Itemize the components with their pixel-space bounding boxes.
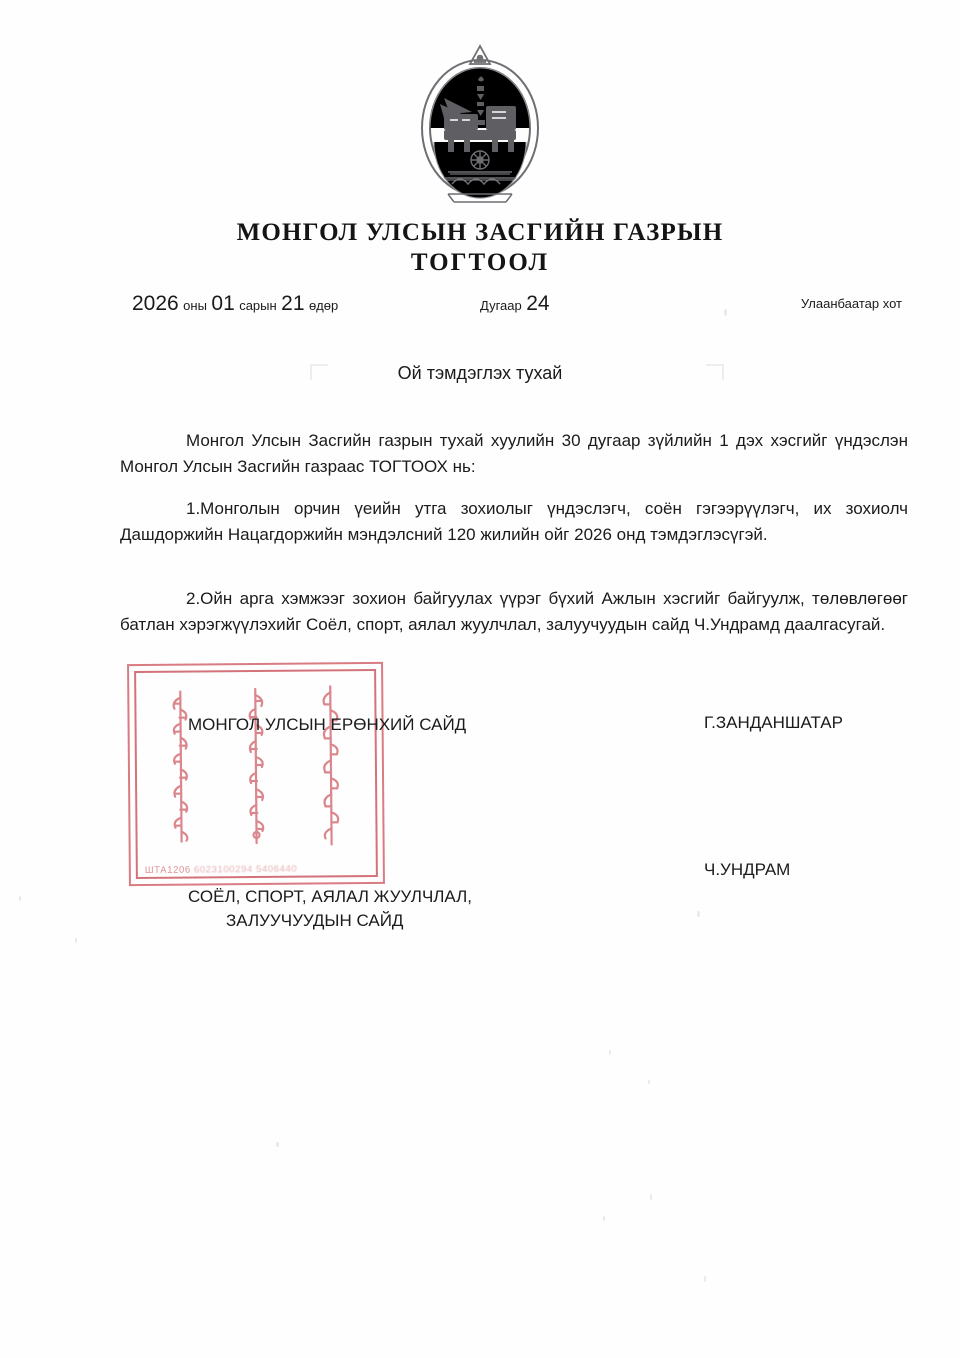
seal-mongolian-script [143, 682, 368, 852]
signature-title-minister-line1: СОЁЛ, СПОРТ, АЯЛАЛ ЖУУЛЧЛАЛ, [188, 886, 473, 906]
document-body [120, 428, 908, 678]
paragraph-item-2 [120, 586, 908, 639]
paragraph-item-1-text: 1.Монголын орчин үеийн утга зохиолыг үндэслэгч, соён гэгээрүүлэгч, их зохиолч Дашдоржийн Нацагдоржийн мэндэлсний 120 жилийн ойг 2026 онд тэмдэглэсүгэй. [120, 499, 908, 545]
scan-speck [704, 1276, 706, 1282]
mongolian-script-column-2-icon [238, 683, 273, 851]
document-city: Улаанбаатар хот [800, 296, 902, 311]
date-day: 21 [281, 292, 305, 315]
document-number [480, 292, 550, 316]
date-day-label: өдөр [308, 298, 339, 313]
document-title [0, 218, 960, 277]
date-year: 2026 [132, 292, 179, 315]
date-month: 01 [211, 292, 235, 315]
document-title-line1: МОНГОЛ УЛСЫН ЗАСГИЙН ГАЗРЫН [236, 219, 724, 246]
signature-title-minister [188, 860, 472, 959]
scan-speck [650, 1194, 652, 1200]
paragraph-intro-text: Монгол Улсын Засгийн газрын тухай хуулийн 30 дугаар зүйлийн 1 дэх хэсгийг үндэслэн Монгол Улсын Засгийн газраас ТОГТООХ нь: [120, 431, 908, 477]
document-number-label: Дугаар [480, 298, 522, 313]
document-meta-row [0, 292, 960, 322]
seal-serial-prefix: ШТА1206 [144, 864, 191, 876]
scan-speck [609, 1050, 611, 1055]
scan-speck [603, 1216, 605, 1221]
official-red-seal [127, 662, 385, 886]
signature-row-prime-minister [120, 713, 908, 767]
state-emblem-of-mongolia-icon [404, 42, 556, 210]
signature-title-minister-line2: ЗАЛУУЧУУДЫН САЙД [226, 911, 404, 931]
mongolian-script-column-1-icon [164, 684, 199, 852]
document-title-line2: ТОГТООЛ [410, 248, 550, 276]
paragraph-item-2-text: 2.Ойн арга хэмжээг зохион байгуулах үүрэг бүхий Ажлын хэсгийг байгуулж, төлөвлөгөөг батлан хэрэгжүүлэхийг Соёл, спорт, аялал жуулчлал, залуучуудын сайд Ч.Ундрамд даалгасугай. [120, 589, 908, 635]
paragraph-item-1 [120, 496, 908, 549]
emblem-container [0, 42, 960, 210]
signature-row-minister [120, 860, 908, 931]
scan-speck [276, 1142, 279, 1147]
seal-serial-rest: 6023100294 5406440 [193, 863, 298, 876]
document-date [132, 292, 338, 316]
signature-name-prime-minister: Г.ЗАНДАНШАТАР [704, 713, 843, 732]
date-month-label: сарын [239, 298, 277, 313]
signature-name-minister: Ч.УНДРАМ [704, 860, 791, 879]
paragraph-intro [120, 428, 908, 481]
seal-inner-border [134, 669, 378, 879]
signature-title-prime-minister: МОНГОЛ УЛСЫН ЕРӨНХИЙ САЙД [188, 715, 467, 734]
scan-speck [75, 938, 77, 943]
scan-speck [648, 1080, 650, 1084]
date-year-label: оны [183, 298, 207, 313]
scan-speck [19, 896, 21, 901]
document-number-value: 24 [526, 292, 550, 315]
document-subject: Ой тэмдэглэх тухай [397, 363, 563, 383]
